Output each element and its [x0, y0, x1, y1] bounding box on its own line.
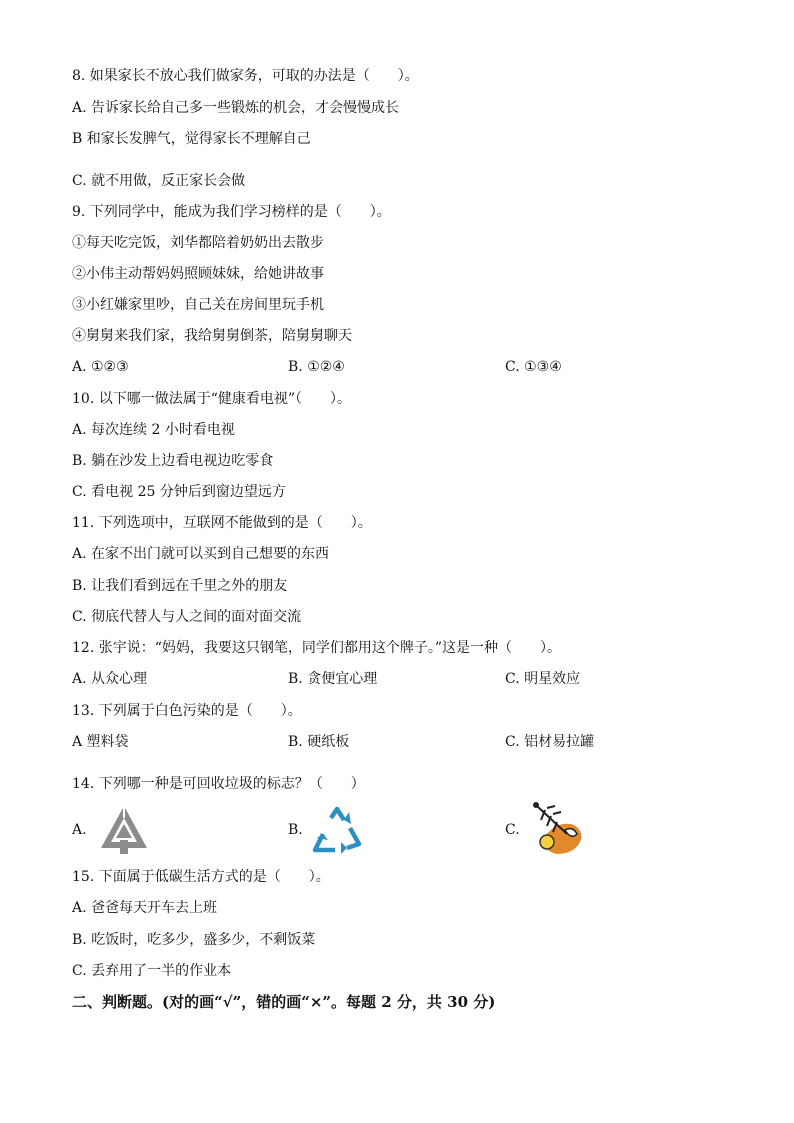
q13-option-b: B. 硬纸板: [288, 734, 350, 750]
q12-option-a: A. 从众心理: [72, 671, 148, 687]
q9-option-c: C. ①③④: [505, 359, 562, 375]
q11-stem: 11. 下列选项中，互联网不能做到的是（ ）。: [72, 515, 372, 531]
q15-option-b: B. 吃饭时，吃多少，盛多少，不剩饭菜: [72, 932, 316, 948]
section-2-heading: 二、判断题。(对的画“√”，错的画“×”。每题 2 分，共 30 分): [72, 993, 496, 1011]
q8-option-b: B 和家长发脾气，觉得家长不理解自己: [72, 131, 311, 147]
q9-item-2: ②小伟主动帮妈妈照顾妹妹，给她讲故事: [72, 266, 324, 282]
q11-option-c: C. 彻底代替人与人之间的面对面交流: [72, 609, 302, 625]
q9-stem: 9. 下列同学中，能成为我们学习榜样的是（ ）。: [72, 204, 391, 220]
q14-stem: 14. 下列哪一种是可回收垃圾的标志？（ ）: [72, 776, 365, 792]
q11-option-a: A. 在家不出门就可以买到自己想要的东西: [72, 546, 330, 562]
q12-stem: 12. 张宇说：“妈妈，我要这只钢笔，同学们都用这个牌子。”这是一种（ ）。: [72, 640, 562, 656]
q12-option-b: B. 贪便宜心理: [288, 671, 378, 687]
q15-option-a: A. 爸爸每天开车去上班: [72, 900, 218, 916]
q14-option-a-label: A.: [72, 822, 87, 838]
q13-stem: 13. 下列属于白色污染的是（ ）。: [72, 703, 302, 719]
q14-option-c-label: C.: [505, 822, 520, 838]
q9-option-a: A. ①②③: [72, 359, 129, 375]
q15-stem: 15. 下面属于低碳生活方式的是（ ）。: [72, 869, 330, 885]
q9-item-3: ③小红嫌家里吵，自己关在房间里玩手机: [72, 297, 324, 313]
q9-option-b: B. ①②④: [288, 359, 345, 375]
q10-stem: 10. 以下哪一做法属于“健康看电视”（ ）。: [72, 391, 352, 407]
q11-option-b: B. 让我们看到远在千里之外的朋友: [72, 578, 288, 594]
q14-option-c-icon: [527, 800, 585, 862]
q13-option-a: A 塑料袋: [72, 734, 129, 750]
q14-option-b-icon: [311, 806, 363, 858]
q9-item-4: ④舅舅来我们家，我给舅舅倒茶，陪舅舅聊天: [72, 328, 352, 344]
q8-option-c: C. 就不用做，反正家长会做: [72, 173, 246, 189]
recycle-symbol-icon: [311, 806, 363, 854]
q10-option-b: B. 躺在沙发上边看电视边吃零食: [72, 453, 274, 469]
q8-option-a: A. 告诉家长给自己多一些锻炼的机会，才会慢慢成长: [72, 100, 400, 116]
q14-option-a-icon: [99, 804, 149, 860]
fish-bone-food-waste-icon: [527, 800, 585, 858]
q10-option-c: C. 看电视 25 分钟后到窗边望远方: [72, 484, 286, 500]
q13-option-c: C. 铝材易拉罐: [505, 734, 595, 750]
q12-option-c: C. 明星效应: [505, 671, 581, 687]
q9-item-1: ①每天吃完饭，刘华都陪着奶奶出去散步: [72, 235, 324, 251]
q15-option-c: C. 丢弃用了一半的作业本: [72, 963, 232, 979]
q8-stem: 8. 如果家长不放心我们做家务，可取的办法是（ ）。: [72, 68, 419, 84]
q10-option-a: A. 每次连续 2 小时看电视: [72, 422, 235, 438]
q14-option-b-label: B.: [288, 822, 303, 838]
gray-tree-triangle-icon: [99, 804, 149, 856]
